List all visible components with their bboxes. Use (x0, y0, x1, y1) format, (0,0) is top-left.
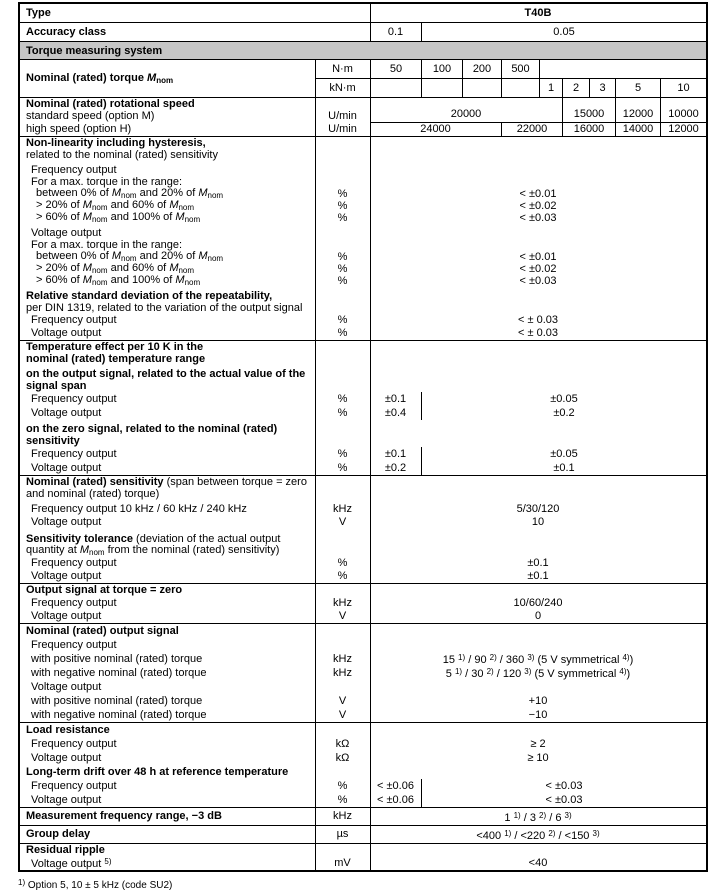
spec-row (20, 516, 706, 529)
specification-table (18, 2, 708, 872)
torque-value: 200 (462, 60, 501, 78)
row-value: < ±0.03 (519, 212, 557, 224)
row-label: > 60% of $M_{nom}$ and 100% of $M_{nom}$ (36, 210, 201, 224)
row-label: between 0% of $M_{nom}$ and 20% of $M_{nom}$ (36, 186, 224, 200)
row-label: Voltage output (31, 462, 102, 474)
row-unit: V (338, 709, 347, 721)
section-title: Temperature effect per 10 K in the (26, 341, 204, 353)
row-label: Frequency output (31, 738, 117, 750)
accuracy-values (370, 23, 706, 41)
frequency-range-row (20, 807, 706, 825)
spec-row (20, 779, 706, 793)
accuracy-value-01: 0.1 (387, 26, 404, 38)
spec-row (20, 503, 706, 516)
row-value: ≥ 2 (530, 738, 546, 750)
zero-signal-section (20, 583, 706, 623)
spec-row (20, 708, 706, 722)
section-title: Nominal (rated) sensitivity (span between torque = zero (26, 476, 307, 488)
row-unit: U/min (328, 110, 357, 122)
empty-cell (370, 79, 421, 97)
row-unit: V (338, 516, 347, 528)
speed-value: 22000 (501, 123, 562, 136)
row-label: Voltage output (31, 516, 102, 528)
spec-row (20, 406, 706, 420)
row-value: ±0.1 (384, 448, 407, 460)
spec-row (20, 570, 706, 583)
spec-row (20, 751, 706, 765)
section-title: and nominal (rated) torque) (26, 488, 160, 500)
row-value: 5/30/120 (516, 503, 560, 515)
row-value: < ±0.06 (377, 780, 414, 792)
section-title: Relative standard deviation of the repeatability, (26, 290, 273, 302)
torque-value: 50 (370, 60, 421, 78)
row-unit: % (337, 448, 348, 460)
accuracy-label: Accuracy class (26, 26, 107, 38)
row-unit: V (338, 610, 347, 622)
row-unit: kHz (333, 503, 352, 515)
spec-row (20, 557, 706, 570)
section-subtitle: related to the nominal (rated) sensitivity (26, 149, 218, 161)
row-value: < ±0.02 (519, 200, 557, 212)
band-title: Torque measuring system (26, 44, 163, 57)
spec-row (20, 275, 706, 287)
row-value: 5 $^{1)}$ / 30 $^{2)}$ / 120 $^{3)}$ (5 V symmetrical $^{4)}$) (445, 667, 631, 680)
unit-knm: kN·m (329, 82, 356, 94)
row-unit: % (337, 570, 348, 582)
row-value: <40 (528, 857, 548, 869)
row-label: high speed (option H) (26, 123, 132, 135)
row-unit: kHz (333, 810, 352, 822)
torque-value: 5 (615, 79, 660, 97)
row-value: 15 $^{1)}$ / 90 $^{2)}$ / 360 $^{3)}$ (5 V symmetrical $^{4)}$) (442, 653, 634, 666)
row-label: Frequency output (31, 780, 117, 792)
torque-value: 500 (501, 60, 539, 78)
row-values (370, 392, 706, 406)
row-label: Frequency output (31, 314, 117, 326)
empty-cell (315, 98, 370, 110)
row-unit: µs (336, 828, 349, 840)
row-value: < ±0.06 (377, 794, 414, 806)
spec-row (20, 327, 706, 340)
nonlinearity-section (20, 136, 706, 340)
row-label: Voltage output (31, 610, 102, 622)
row-values (370, 447, 706, 461)
speed-value: 12000 (660, 123, 706, 136)
row-label: Group delay (26, 828, 91, 840)
row-label: Voltage output (31, 227, 102, 239)
row-label: Voltage output (31, 794, 102, 806)
row-value: ±0.05 (421, 392, 706, 406)
row-value: ≥ 10 (527, 752, 549, 764)
torque-value: 10 (660, 79, 706, 97)
row-value: < ± 0.03 (518, 314, 558, 326)
spec-row (20, 808, 706, 825)
high-speed-values (370, 123, 706, 136)
row-label: with negative nominal (rated) torque (31, 709, 207, 721)
torque-row-nm (315, 60, 706, 79)
torque-section (20, 59, 706, 97)
row-unit: % (337, 462, 348, 474)
row-value: < ±0.02 (519, 263, 557, 275)
row-unit: kΩ (335, 752, 350, 764)
speed-labels (20, 98, 315, 136)
row-value: ±0.1 (527, 570, 549, 582)
torque-row-knm (315, 79, 706, 97)
speed-section (20, 97, 706, 136)
subsection-title: signal span (26, 380, 87, 392)
spec-row (20, 461, 706, 475)
footnote: $^{1)}$ Option 5, 10 ± 5 kHz (code SU2) (18, 878, 173, 891)
row-unit: % (337, 794, 348, 806)
empty-cell (421, 79, 462, 97)
spec-row (20, 652, 706, 666)
row-unit: % (337, 557, 348, 569)
spec-row (20, 856, 706, 870)
spec-row (20, 314, 706, 327)
subsection-title: Long-term drift over 48 h at reference temperature (26, 766, 289, 778)
row-unit: mV (334, 857, 351, 869)
row-label: Voltage output (31, 752, 102, 764)
accuracy-class-row (20, 22, 706, 41)
row-label: Frequency output (31, 639, 117, 651)
section-title: Output signal at torque = zero (26, 584, 183, 596)
spec-row (20, 447, 706, 461)
row-label: Voltage output (31, 407, 102, 419)
row-value: 1 $^{1)}$ / 3 $^{2)}$ / 6 $^{3)}$ (504, 810, 572, 824)
row-value: ±0.1 (527, 557, 549, 569)
speed-units (315, 98, 370, 136)
row-label: standard speed (option M) (26, 110, 155, 122)
row-value: +10 (528, 695, 548, 707)
load-resistance-section (20, 722, 706, 807)
row-label: Voltage output (31, 327, 102, 339)
row-label: Frequency output 10 kHz / 60 kHz / 240 kHz (31, 503, 247, 515)
speed-value: 24000 (420, 123, 451, 135)
row-label: with negative nominal (rated) torque (31, 667, 207, 679)
spec-row (20, 597, 706, 610)
spec-row (20, 793, 706, 807)
row-unit: U/min (328, 123, 357, 135)
row-value: 0 (534, 610, 542, 622)
speed-values (370, 98, 706, 136)
section-title: nominal (rated) temperature range (26, 353, 206, 365)
row-value: 10/60/240 (513, 597, 563, 609)
row-label: Voltage output (31, 681, 102, 693)
row-unit: % (337, 407, 348, 419)
row-label: Frequency output (31, 597, 117, 609)
row-value: ±0.2 (384, 462, 407, 474)
torque-value: 2 (562, 79, 589, 97)
row-unit: kHz (333, 653, 352, 665)
speed-value: 14000 (615, 123, 660, 136)
row-unit: % (337, 393, 348, 405)
row-unit: % (337, 212, 348, 224)
speed-value: 15000 (562, 98, 615, 122)
section-title: Nominal (rated) rotational speed (26, 98, 195, 110)
group-delay-row (20, 825, 706, 843)
spec-row (20, 826, 706, 843)
rated-output-section (20, 623, 706, 722)
row-label: with positive nominal (rated) torque (31, 695, 203, 707)
type-value: T40B (524, 7, 552, 19)
row-value: < ±0.03 (519, 275, 557, 287)
row-label: Voltage output $^{5)}$ (31, 857, 112, 870)
standard-speed-values (370, 98, 706, 123)
torque-label: Nominal (rated) torque $M_{nom}$ (26, 72, 174, 85)
spec-row (20, 392, 706, 406)
unit-nm: N·m (332, 63, 353, 75)
row-value: ±0.1 (384, 393, 407, 405)
row-value: ±0.4 (384, 407, 407, 419)
row-value: ±0.2 (421, 406, 706, 420)
residual-ripple-section (20, 843, 706, 870)
row-unit: % (337, 275, 348, 287)
spec-row (20, 694, 706, 708)
row-unit: kHz (333, 667, 352, 679)
row-value: < ±0.03 (421, 779, 706, 793)
row-value: < ±0.01 (519, 251, 557, 263)
row-unit: % (337, 251, 348, 263)
row-label: with positive nominal (rated) torque (31, 653, 203, 665)
subsection-title: on the output signal, related to the actual value of the (26, 368, 306, 380)
row-label: For a max. torque in the range: (31, 176, 183, 188)
torque-value: 1 (539, 79, 562, 97)
section-title: Nominal (rated) output signal (26, 625, 179, 637)
row-value: 10 (531, 516, 545, 528)
speed-value: 20000 (450, 108, 482, 120)
row-values (370, 461, 706, 475)
accuracy-value-005: 0.05 (421, 23, 706, 41)
row-unit: % (337, 263, 348, 275)
spec-row (20, 212, 706, 224)
spec-row (20, 610, 706, 623)
spec-row (20, 666, 706, 680)
spec-row (20, 737, 706, 751)
speed-value: 16000 (562, 123, 615, 136)
row-values (370, 793, 706, 807)
row-unit: % (337, 314, 348, 326)
speed-value: 10000 (660, 98, 706, 122)
row-label: For a max. torque in the range: (31, 239, 183, 251)
row-unit: kΩ (335, 738, 350, 750)
empty-cell (539, 60, 706, 78)
row-label: > 60% of $M_{nom}$ and 100% of $M_{nom}$ (36, 273, 201, 287)
row-label: Frequency output (31, 164, 117, 176)
row-label: Frequency output (31, 393, 117, 405)
row-unit: V (338, 695, 347, 707)
speed-value: 12000 (615, 98, 660, 122)
row-value: < ±0.03 (421, 793, 706, 807)
section-subtitle: per DIN 1319, related to the variation of the output signal (26, 302, 303, 314)
subsection-title: on the zero signal, related to the nominal (rated) (26, 423, 278, 435)
row-unit: % (337, 188, 348, 200)
row-label: Frequency output (31, 557, 117, 569)
subsection-title: Sensitivity tolerance (deviation of the actual output (26, 533, 281, 545)
row-value: ±0.1 (421, 461, 706, 475)
subsection-title: quantity at $M_{nom}$ from the nominal (rated) sensitivity) (26, 543, 280, 557)
row-value: <400 $^{1)}$ / <220 $^{2)}$ / <150 $^{3)}$ (476, 828, 600, 842)
row-label: Frequency output (31, 448, 117, 460)
torque-values (315, 60, 706, 97)
row-label: > 20% of $M_{nom}$ and 60% of $M_{nom}$ (36, 198, 195, 212)
section-title: Load resistance (26, 724, 110, 736)
row-unit: % (337, 780, 348, 792)
row-value: ±0.05 (421, 447, 706, 461)
row-value: < ± 0.03 (518, 327, 558, 339)
row-unit: kHz (333, 597, 352, 609)
row-unit: % (337, 200, 348, 212)
row-value: −10 (528, 709, 548, 721)
torque-value: 3 (589, 79, 615, 97)
row-values (370, 779, 706, 793)
row-label: between 0% of $M_{nom}$ and 20% of $M_{nom}$ (36, 249, 224, 263)
row-label: > 20% of $M_{nom}$ and 60% of $M_{nom}$ (36, 261, 195, 275)
sensitivity-section (20, 475, 706, 583)
torque-value: 100 (421, 60, 462, 78)
subsection-title: sensitivity (26, 435, 80, 447)
empty-cell (462, 79, 501, 97)
row-values (370, 406, 706, 420)
row-value: < ±0.01 (519, 188, 557, 200)
row-label: Measurement frequency range, −3 dB (26, 810, 222, 822)
row-label: Voltage output (31, 570, 102, 582)
empty-cell (501, 79, 539, 97)
temperature-section (20, 340, 706, 475)
type-label: Type (26, 7, 51, 19)
section-title: Non-linearity including hysteresis, (26, 137, 206, 149)
section-title: Residual ripple (26, 844, 105, 856)
row-unit: % (337, 327, 348, 339)
section-band-torque-measuring-system (20, 41, 706, 59)
type-row (20, 4, 706, 22)
